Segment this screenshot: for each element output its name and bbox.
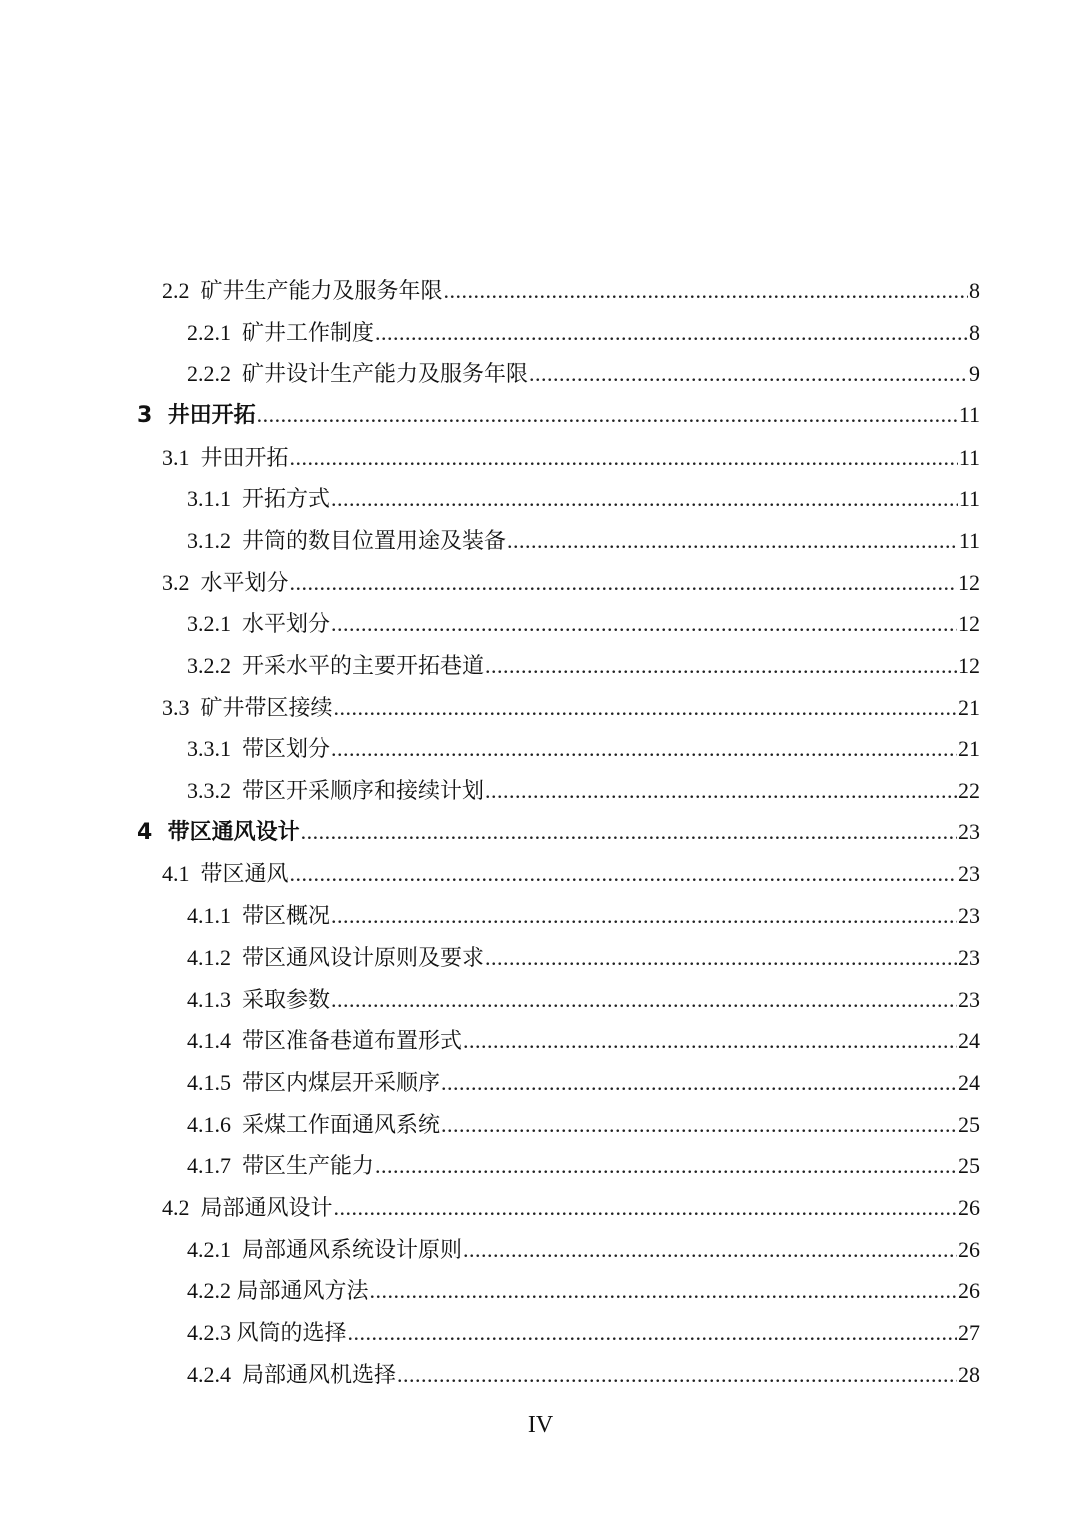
toc-entry-number: 4 (137, 820, 168, 846)
toc-dot-leader (463, 1030, 957, 1052)
toc-entry[interactable] (0, 353, 1081, 395)
toc-dot-leader (375, 1155, 957, 1177)
toc-entry[interactable] (0, 270, 1081, 312)
toc-entry-line (187, 655, 1081, 677)
toc-entry[interactable] (0, 1020, 1081, 1062)
toc-entry-line (187, 613, 1081, 635)
toc-entry-title: 带区通风设计原则及要求 (242, 944, 485, 970)
toc-entry[interactable] (0, 520, 1081, 562)
toc-entry-page: 25 (958, 1153, 980, 1179)
toc-entry-title: 局部通风系统设计原则 (242, 1236, 463, 1262)
toc-entry-page: 25 (958, 1111, 980, 1137)
toc-entry-number: 3.3.1 (187, 736, 242, 762)
toc-entry-page: 24 (958, 1028, 980, 1054)
toc-entry-line (187, 1361, 1081, 1387)
toc-entry-page: 22 (958, 778, 980, 804)
toc-dot-leader (485, 780, 957, 802)
toc-entry-number: 3.2 (162, 569, 201, 595)
toc-entry-line (162, 694, 1081, 720)
toc-entry-title: 开采水平的主要开拓巷道 (242, 653, 485, 679)
toc-dot-leader (529, 363, 968, 385)
toc-entry[interactable] (0, 895, 1081, 937)
toc-entry[interactable] (0, 312, 1081, 354)
toc-entry-title: 带区通风设计 (167, 820, 300, 846)
toc-entry[interactable] (0, 604, 1081, 646)
toc-dot-leader (290, 447, 958, 469)
toc-entry[interactable] (0, 562, 1081, 604)
table-of-contents (0, 270, 1081, 1396)
toc-entry-page: 11 (958, 444, 980, 470)
toc-entry-line (137, 404, 1081, 427)
toc-dot-leader (375, 322, 968, 344)
toc-entry[interactable] (0, 1229, 1081, 1271)
toc-entry-line (187, 780, 1081, 802)
toc-entry-number: 4.1.5 (187, 1069, 242, 1095)
toc-entry-number: 3.1.1 (187, 486, 242, 512)
toc-entry[interactable] (0, 1354, 1081, 1396)
toc-entry-page: 23 (958, 986, 980, 1012)
toc-entry-page: 11 (958, 402, 980, 428)
toc-entry[interactable] (0, 1271, 1081, 1313)
toc-entry-line (187, 986, 1081, 1012)
toc-entry-page: 21 (958, 694, 980, 720)
toc-entry-number: 2.2.1 (187, 319, 242, 345)
toc-entry-title: 局部通风方法 (236, 1278, 369, 1304)
toc-entry-page: 11 (958, 527, 980, 553)
toc-dot-leader (331, 738, 957, 760)
toc-entry[interactable] (0, 1312, 1081, 1354)
toc-entry-line (187, 1280, 1081, 1302)
toc-entry[interactable] (0, 645, 1081, 687)
toc-entry-line (187, 488, 1081, 510)
toc-entry-number: 3.1.2 (187, 527, 242, 553)
toc-entry-line (187, 944, 1081, 970)
toc-entry-number: 3.1 (162, 444, 201, 470)
toc-entry-page: 12 (958, 653, 980, 679)
toc-entry[interactable] (0, 1187, 1081, 1229)
toc-entry-number: 4.1.4 (187, 1028, 242, 1054)
toc-entry-page: 8 (969, 277, 980, 303)
toc-entry-title: 采取参数 (242, 986, 331, 1012)
toc-entry-title: 采煤工作面通风系统 (242, 1111, 441, 1137)
toc-dot-leader (257, 404, 958, 426)
toc-entry-number: 4.1.7 (187, 1153, 242, 1179)
toc-entry-page: 23 (958, 819, 980, 845)
toc-entry-title: 水平划分 (200, 569, 289, 595)
toc-entry-title: 局部通风设计 (200, 1194, 333, 1220)
toc-entry-line (162, 444, 1081, 470)
toc-entry[interactable] (0, 937, 1081, 979)
toc-entry-number: 4.1.2 (187, 944, 242, 970)
toc-entry-line (187, 363, 1081, 385)
toc-entry-page: 26 (958, 1194, 980, 1220)
page-number: IV (527, 1412, 554, 1438)
toc-dot-leader (331, 613, 957, 635)
toc-entry-number: 2.2 (162, 277, 201, 303)
toc-entry-line (187, 1069, 1081, 1095)
toc-entry-number: 3.2.1 (187, 611, 242, 637)
toc-dot-leader (334, 697, 957, 719)
toc-entry-title: 带区开采顺序和接续计划 (242, 778, 485, 804)
toc-dot-leader (507, 530, 958, 552)
toc-entry[interactable] (0, 770, 1081, 812)
toc-entry-title: 带区准备巷道布置形式 (242, 1028, 463, 1054)
toc-entry-page: 12 (958, 569, 980, 595)
toc-entry-title: 带区划分 (242, 736, 331, 762)
toc-entry-title: 井田开拓 (200, 444, 289, 470)
toc-entry-title: 带区概况 (242, 903, 331, 929)
toc-entry-title: 带区通风 (200, 861, 289, 887)
toc-entry[interactable] (0, 437, 1081, 479)
toc-dot-leader (290, 863, 957, 885)
toc-entry-page: 28 (958, 1361, 980, 1387)
toc-entry-page: 9 (969, 361, 980, 387)
toc-entry-title: 带区生产能力 (242, 1153, 375, 1179)
toc-entry-line (162, 569, 1081, 595)
toc-entry-line (187, 905, 1081, 927)
toc-entry-number: 3.2.2 (187, 653, 242, 679)
toc-dot-leader (370, 1280, 957, 1302)
toc-entry-line (137, 821, 1081, 844)
toc-entry-number: 4.1.6 (187, 1111, 242, 1137)
toc-entry-number: 4.2.1 (187, 1236, 242, 1262)
toc-entry-line (187, 319, 1081, 345)
toc-entry-page: 27 (958, 1320, 980, 1346)
toc-entry[interactable] (0, 478, 1081, 520)
toc-entry[interactable] (0, 687, 1081, 729)
toc-entry[interactable] (0, 1104, 1081, 1146)
toc-entry-page: 23 (958, 944, 980, 970)
toc-entry-page: 23 (958, 861, 980, 887)
toc-entry-line (162, 1194, 1081, 1220)
toc-entry[interactable] (0, 395, 1081, 437)
toc-entry-number: 4.2 (162, 1194, 201, 1220)
toc-entry-title: 矿井设计生产能力及服务年限 (242, 361, 529, 387)
toc-entry[interactable] (0, 854, 1081, 896)
toc-dot-leader (485, 947, 957, 969)
toc-entry-line (187, 738, 1081, 760)
toc-dot-leader (334, 1197, 957, 1219)
toc-dot-leader (290, 572, 957, 594)
toc-entry[interactable] (0, 729, 1081, 771)
toc-entry-title: 井筒的数目位置用途及装备 (242, 527, 507, 553)
toc-entry-line (187, 1322, 1081, 1344)
toc-entry-line (162, 277, 1081, 303)
toc-dot-leader (331, 488, 958, 510)
toc-entry-title: 局部通风机选择 (242, 1361, 397, 1387)
toc-dot-leader (301, 821, 957, 843)
toc-entry-line (187, 1155, 1081, 1177)
toc-entry-number: 4.1.1 (187, 903, 242, 929)
toc-entry-page: 23 (958, 903, 980, 929)
toc-entry-title: 矿井工作制度 (242, 319, 375, 345)
toc-entry-number: 4.2.4 (187, 1361, 242, 1387)
toc-entry-number: 3 (137, 403, 168, 429)
toc-entry-title: 风筒的选择 (236, 1320, 347, 1346)
toc-entry-title: 开拓方式 (242, 486, 331, 512)
toc-entry[interactable] (0, 1145, 1081, 1187)
toc-dot-leader (397, 1364, 957, 1386)
toc-entry-page: 24 (958, 1069, 980, 1095)
toc-entry-line (187, 1111, 1081, 1137)
toc-entry-page: 26 (958, 1236, 980, 1262)
toc-entry-page: 26 (958, 1278, 980, 1304)
toc-dot-leader (348, 1322, 957, 1344)
toc-entry-title: 矿井带区接续 (200, 694, 333, 720)
toc-dot-leader (331, 989, 957, 1011)
toc-dot-leader (444, 280, 968, 302)
toc-entry-title: 水平划分 (242, 611, 331, 637)
toc-entry-page: 12 (958, 611, 980, 637)
toc-entry-number: 4.1 (162, 861, 201, 887)
toc-entry-line (187, 1236, 1081, 1262)
toc-entry-number: 4.2.3 (187, 1320, 237, 1346)
toc-entry-line (162, 863, 1081, 885)
toc-entry-number: 3.3 (162, 694, 201, 720)
toc-entry-page: 8 (969, 319, 980, 345)
toc-entry-line (187, 527, 1081, 553)
toc-dot-leader (441, 1072, 957, 1094)
toc-entry-number: 3.3.2 (187, 778, 242, 804)
toc-entry-title: 带区内煤层开采顺序 (242, 1069, 441, 1095)
toc-dot-leader (441, 1114, 957, 1136)
toc-dot-leader (331, 905, 957, 927)
toc-entry-title: 井田开拓 (167, 403, 256, 429)
toc-entry[interactable] (0, 812, 1081, 854)
toc-dot-leader (463, 1239, 957, 1261)
toc-entry[interactable] (0, 979, 1081, 1021)
toc-dot-leader (485, 655, 957, 677)
toc-entry-line (187, 1030, 1081, 1052)
toc-entry-title: 矿井生产能力及服务年限 (200, 277, 443, 303)
toc-entry-page: 21 (958, 736, 980, 762)
toc-entry-number: 4.1.3 (187, 986, 242, 1012)
toc-entry-number: 4.2.2 (187, 1278, 237, 1304)
toc-entry[interactable] (0, 1062, 1081, 1104)
toc-entry-page: 11 (958, 486, 980, 512)
toc-entry-number: 2.2.2 (187, 361, 242, 387)
